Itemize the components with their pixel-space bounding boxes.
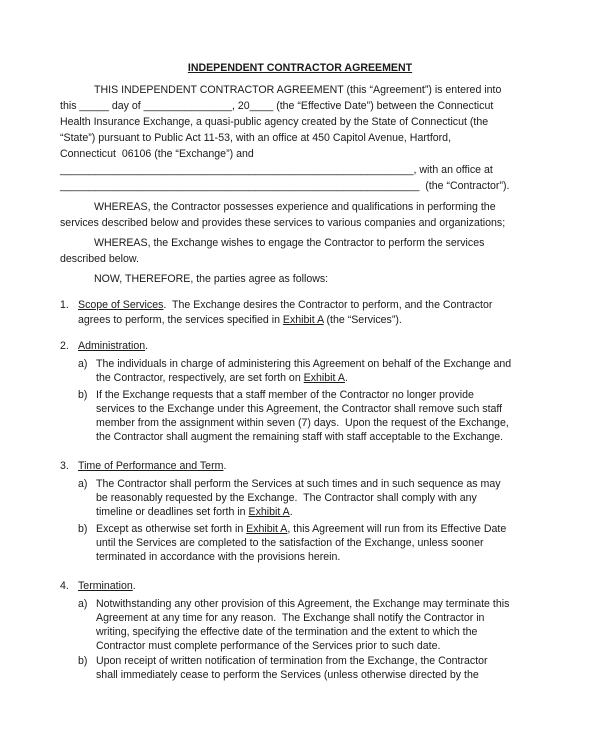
section-3b-label: b) [78, 523, 88, 535]
section-3a-line-2: be reasonably requested by the Exchange. The Contractor shall comply with any [96, 492, 477, 504]
whereas-2-line-1: WHEREAS, the Exchange wishes to engage the Contractor to perform the services [94, 237, 485, 249]
section-4-heading: Termination [78, 580, 133, 592]
section-3a-line-3-pre: timeline or deadlines set forth in [96, 506, 249, 518]
intro-line-1: THIS INDEPENDENT CONTRACTOR AGREEMENT (this “Agreement”) is entered into [94, 84, 502, 96]
exhibit-a-link[interactable]: Exhibit A [303, 372, 345, 384]
section-4a-label: a) [78, 598, 88, 610]
section-3a-label: a) [78, 478, 88, 490]
section-1-line-1 [78, 299, 492, 312]
document-title: INDEPENDENT CONTRACTOR AGREEMENT [187, 62, 413, 74]
section-3-heading-period: . [223, 460, 227, 472]
now-therefore: NOW, THEREFORE, the parties agree as follows: [94, 273, 329, 285]
intro-line-7: _____________________________________________________________ (the “Contractor”). [60, 180, 510, 192]
section-4b-label: b) [78, 655, 88, 667]
section-4-number: 4. [60, 580, 69, 592]
section-3a-line-3 [96, 506, 293, 519]
section-1-line-1-text: . The Exchange desires the Contractor to perform, and the Contractor [163, 299, 493, 311]
section-3b-line-3: terminated in accordance with the provisions herein. [96, 551, 341, 563]
intro-line-2: this _____ day of _______________, 20____ (the “Effective Date”) between the Connecticut [60, 100, 494, 112]
whereas-1-line-1: WHEREAS, the Contractor possesses experience and qualifications in performing the [94, 201, 496, 213]
section-3a-line-3-post: . [289, 506, 293, 518]
section-3b-line-1-pre: Except as otherwise set forth in [96, 523, 247, 535]
section-2-heading-period: . [145, 340, 149, 352]
intro-line-6: ____________________________________________________________, with an office at [60, 164, 493, 176]
section-1-number: 1. [60, 299, 69, 311]
whereas-2-line-2: described below. [60, 253, 139, 265]
section-2b-line-4: the Contractor shall augment the remaining staff with staff acceptable to the Exchange. [96, 431, 504, 443]
section-2b-line-1: If the Exchange requests that a staff member of the Contractor no longer provide [96, 389, 474, 401]
section-3-heading-line [78, 460, 226, 473]
section-2a-line-2-post: . [344, 372, 348, 384]
section-3b-line-1-post: , this Agreement will run from its Effective Date [287, 523, 507, 535]
section-4a-line-1: Notwithstanding any other provision of this Agreement, the Exchange may terminate this [96, 598, 510, 610]
whereas-1-line-2: services described below and provides these services to various companies and organizations; [60, 217, 506, 229]
exhibit-a-link[interactable]: Exhibit A [282, 314, 324, 326]
section-4a-line-4: Contractor must complete performance of the Services prior to such date. [96, 640, 441, 652]
section-3-number: 3. [60, 460, 69, 472]
section-2b-label: b) [78, 389, 88, 401]
section-3a-line-1: The Contractor shall perform the Services at such times and in such sequence as may [96, 478, 501, 490]
section-4b-line-2: shall immediately cease to perform the Services (unless otherwise directed by the [96, 669, 479, 681]
section-1-line-2-pre: agrees to perform, the services specified in [78, 314, 283, 326]
section-1-line-2 [78, 314, 402, 327]
section-2-heading: Administration [78, 340, 146, 352]
section-2a-line-2-pre: the Contractor, respectively, are set forth on [96, 372, 304, 384]
section-4a-line-3: writing, specifying the effective date of the termination and the extent to which the [96, 626, 478, 638]
section-1-line-2-post: (the “Services”). [323, 314, 402, 326]
section-2a-label: a) [78, 358, 88, 370]
section-4b-line-1: Upon receipt of written notification of termination from the Exchange, the Contractor [96, 655, 488, 667]
intro-line-4: “State”) pursuant to Public Act 11-53, with an office at 450 Capitol Avenue, Hartford, [60, 132, 452, 144]
intro-line-5: Connecticut 06106 (the “Exchange”) and [60, 148, 254, 160]
section-4a-line-2: Agreement at any time for any reason. The Exchange shall notify the Contractor in [96, 612, 485, 624]
section-3b-line-1 [96, 523, 506, 536]
section-2b-line-2: services to the Exchange under this Agreement, the Contractor shall remove such staff [96, 403, 503, 415]
section-2b-line-3: member from the assignment within seven (7) days. Upon the request of the Exchange, [96, 417, 509, 429]
section-2-heading-line [78, 340, 148, 353]
section-1-heading: Scope of Services [78, 299, 164, 311]
section-4-heading-period: . [132, 580, 136, 592]
exhibit-a-link[interactable]: Exhibit A [248, 506, 290, 518]
section-2a-line-2 [96, 372, 348, 385]
section-3b-line-2: until the Services are completed to the satisfaction of the Exchange, unless sooner [96, 537, 484, 549]
intro-line-3: Health Insurance Exchange, a quasi-public agency created by the State of Connecticut (the [60, 116, 489, 128]
section-2-number: 2. [60, 340, 69, 352]
exhibit-a-link[interactable]: Exhibit A [246, 523, 288, 535]
section-3-heading: Time of Performance and Term [78, 460, 224, 472]
section-2a-line-1: The individuals in charge of administering this Agreement on behalf of the Exchange and [96, 358, 512, 370]
section-4-heading-line [78, 580, 136, 593]
